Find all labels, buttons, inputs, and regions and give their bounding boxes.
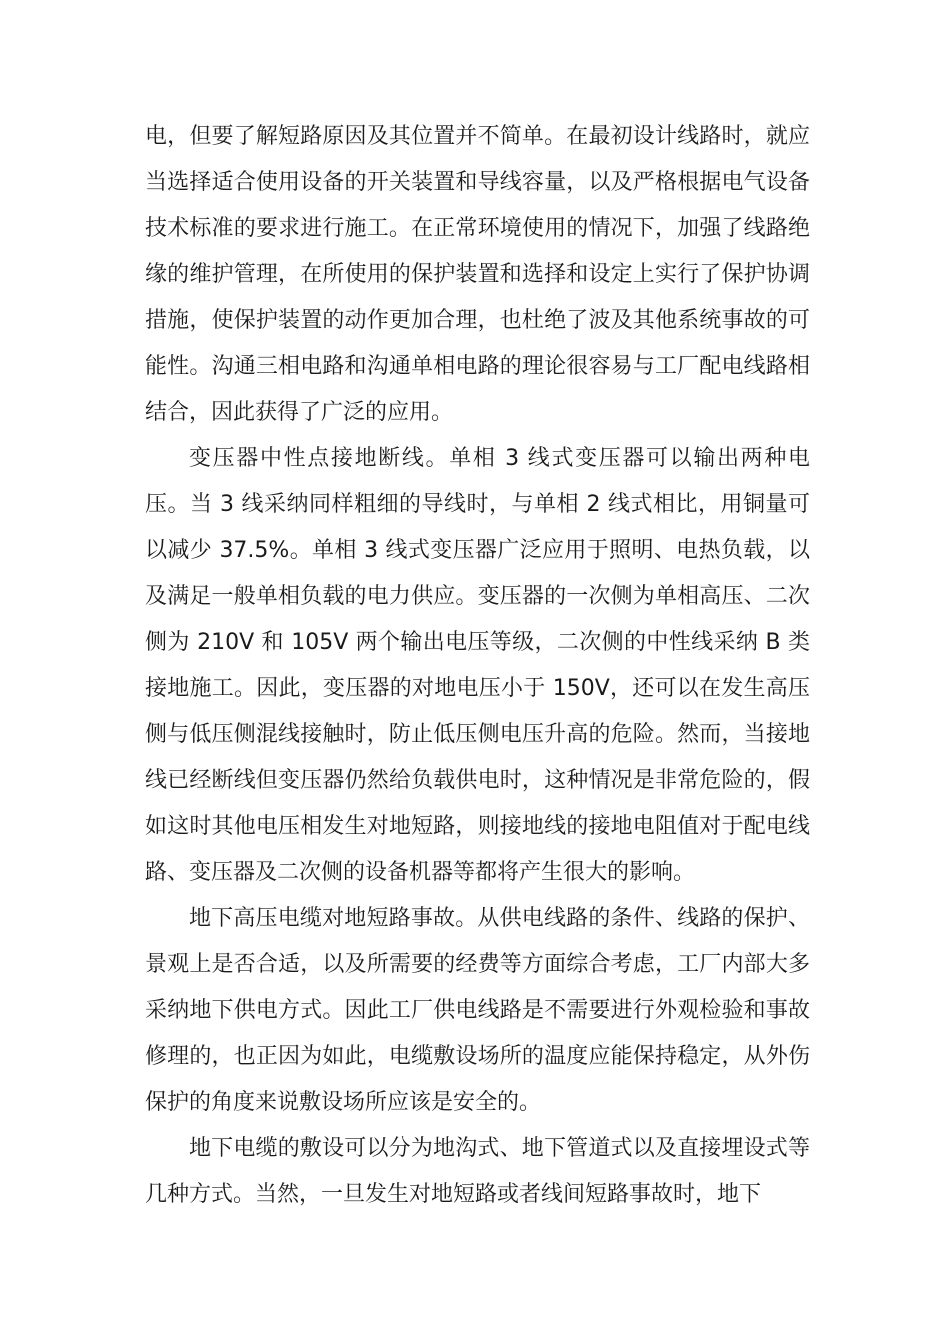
paragraph-1: 电，但要了解短路原因及其位置并不简单。在最初设计线路时，就应当选择适合使用设备的开关装置和导线容量，以及严格根据电气设备技术标准的要求进行施工。在正常环境使用的情况下，加强了线路绝缘的维护管理，在所使用的保护装置和选择和设定上实行了保护协调措施，使保护装置的动作更加合理，也杜绝了波及其他系统事故的可能性。沟通三相电路和沟通单相电路的理论很容易与工厂配电线路相结合，因此获得了广泛的应用。 [145, 124, 810, 425]
paragraph-4: 地下电缆的敷设可以分为地沟式、地下管道式以及直接埋设式等几种方式。当然，一旦发生对地短路或者线间短路事故时，地下 [145, 1136, 810, 1207]
paragraph-3: 地下高压电缆对地短路事故。从供电线路的条件、线路的保护、景观上是否合适，以及所需要的经费等方面综合考虑，工厂内部大多采纳地下供电方式。因此工厂供电线路是不需要进行外观检验和事故修理的，也正因为如此，电缆敷设场所的温度应能保持稳定，从外伤保护的角度来说敷设场所应该是安全的。 [145, 906, 810, 1115]
paragraph-2: 变压器中性点接地断线。单相 3 线式变压器可以输出两种电压。当 3 线采纳同样粗细的导线时，与单相 2 线式相比，用铜量可以减少 37.5%。单相 3 线式变压器广泛应用于照明、电热负载，以及满足一般单相负载的电力供应。变压器的一次侧为单相高压、二次侧为 210V 和 105V 两个输出电压等级，二次侧的中性线采纳 B 类接地施工。因此，变压器的对地电压小于 150V，还可以在发生高压侧与低压侧混线接触时，防止低压侧电压升高的危险。然而，当接地线已经断线但变压器仍然给负载供电时，这种情况是非常危险的，假如这时其他电压相发生对地短路，则接地线的接地电阻值对于配电线路、变压器及二次侧的设备机器等都将产生很大的影响。 [145, 446, 810, 885]
body-text [145, 114, 810, 1218]
